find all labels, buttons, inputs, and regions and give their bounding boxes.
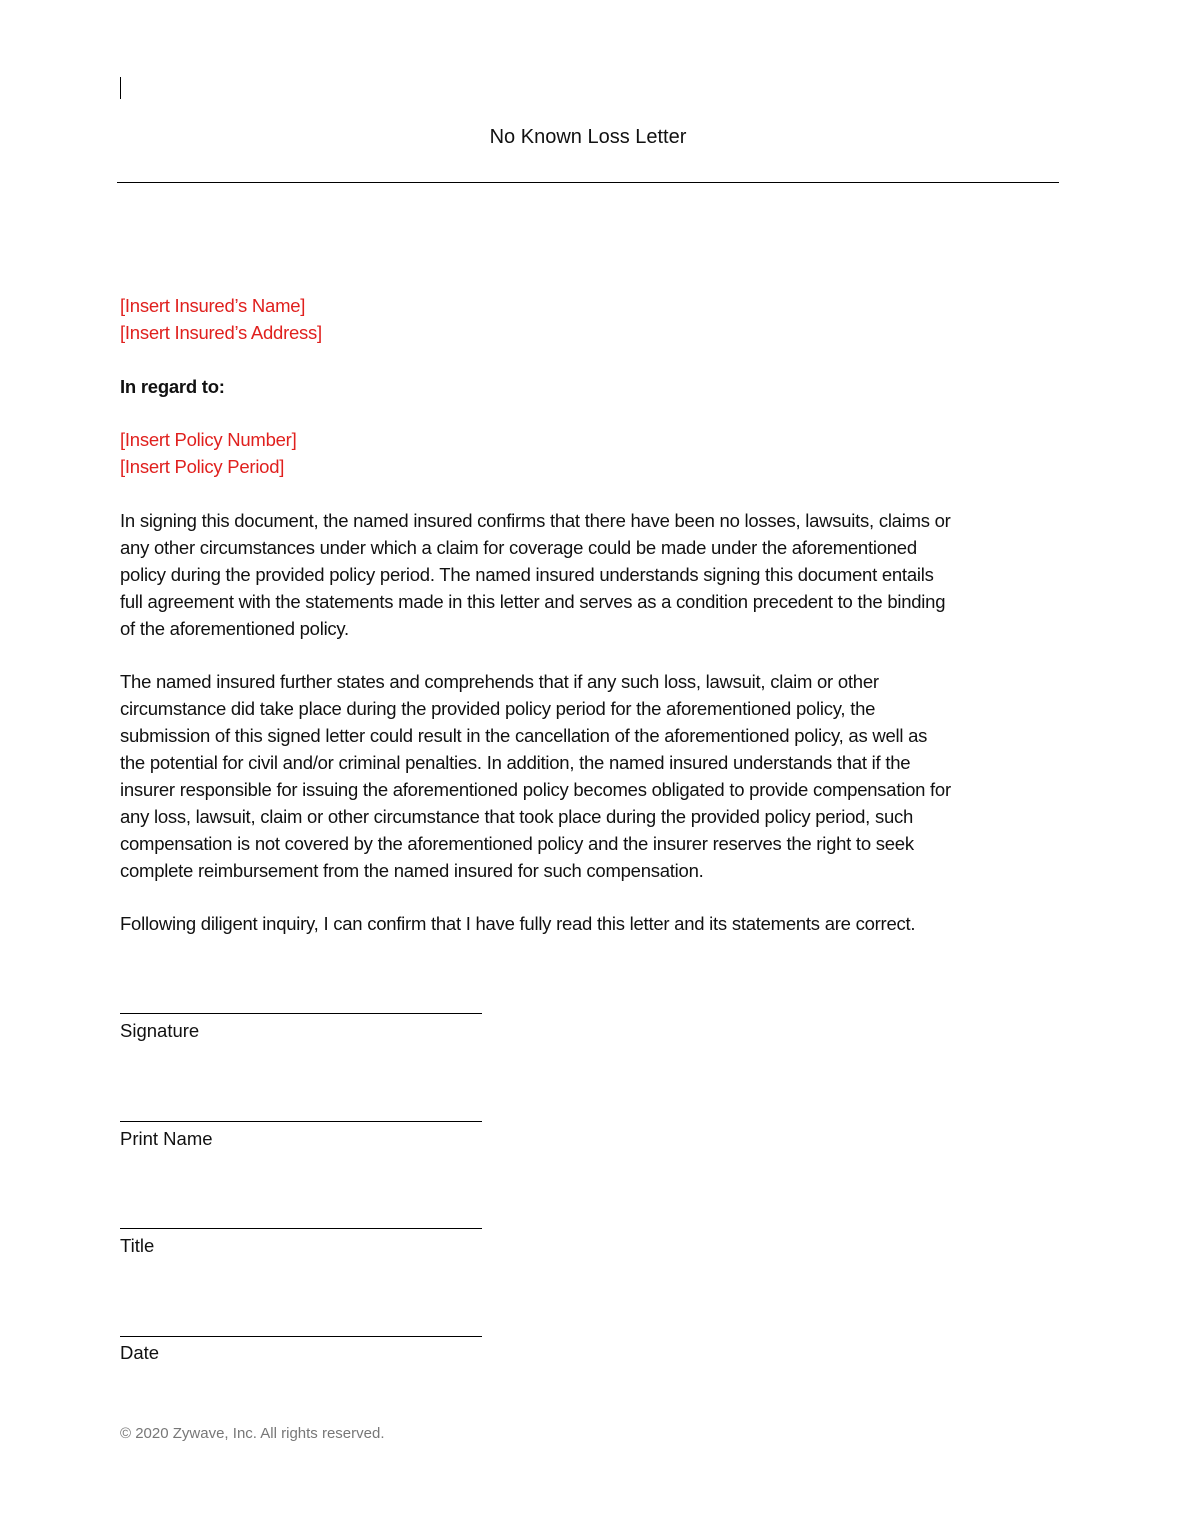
text-cursor [120,77,121,99]
insured-address-placeholder[interactable]: [Insert Insured’s Address] [120,322,322,343]
title-divider [117,182,1059,183]
paragraph-line: full agreement with the statements made in this letter and serves as a condition precedent to the binding [120,591,946,612]
paragraph-line: The named insured further states and comprehends that if any such loss, lawsuit, claim or other [120,671,879,692]
paragraph-line: submission of this signed letter could result in the cancellation of the aforementioned policy, as well as [120,725,928,746]
insured-name-placeholder[interactable]: [Insert Insured’s Name] [120,295,306,316]
copyright-footer: © 2020 Zywave, Inc. All rights reserved. [120,1425,385,1442]
policy-number-placeholder[interactable]: [Insert Policy Number] [120,429,297,450]
paragraph-line: In signing this document, the named insured confirms that there have been no losses, lawsuits, claims or [120,510,951,531]
document-title: No Known Loss Letter [489,126,687,148]
paragraph-line: insurer responsible for issuing the aforementioned policy becomes obligated to provide compensation for [120,779,951,800]
paragraph-line: the potential for civil and/or criminal penalties. In addition, the named insured understands that if the [120,752,911,773]
regarding-label: In regard to: [120,376,225,397]
paragraph-line: complete reimbursement from the named insured for such compensation. [120,860,704,881]
paragraph-confirmation [120,507,951,642]
paragraph-line: any loss, lawsuit, claim or other circumstance that took place during the provided policy period, such [120,806,914,827]
paragraph-line: of the aforementioned policy. [120,618,349,639]
paragraph-line: any other circumstances under which a claim for coverage could be made under the aforementioned [120,537,917,558]
paragraph-line: policy during the provided policy period. The named insured understands signing this document entails [120,564,934,585]
print-name-line[interactable] [120,1121,482,1122]
policy-period-placeholder[interactable]: [Insert Policy Period] [120,456,285,477]
paragraph-line: circumstance did take place during the provided policy period for the aforementioned policy, the [120,698,876,719]
paragraph-consequences [120,668,951,884]
title-line[interactable] [120,1228,482,1229]
signature-label: Signature [120,1020,200,1041]
paragraph-line: compensation is not covered by the aforementioned policy and the insurer reserves the right to seek [120,833,914,854]
print-name-label: Print Name [120,1128,213,1149]
signature-line[interactable] [120,1013,482,1014]
date-line[interactable] [120,1336,482,1337]
title-label: Title [120,1235,155,1256]
date-label: Date [120,1342,160,1363]
paragraph-attestation: Following diligent inquiry, I can confirm that I have fully read this letter and its statements are correct. [120,913,916,934]
policy-block [120,426,296,480]
insured-block [120,292,322,346]
